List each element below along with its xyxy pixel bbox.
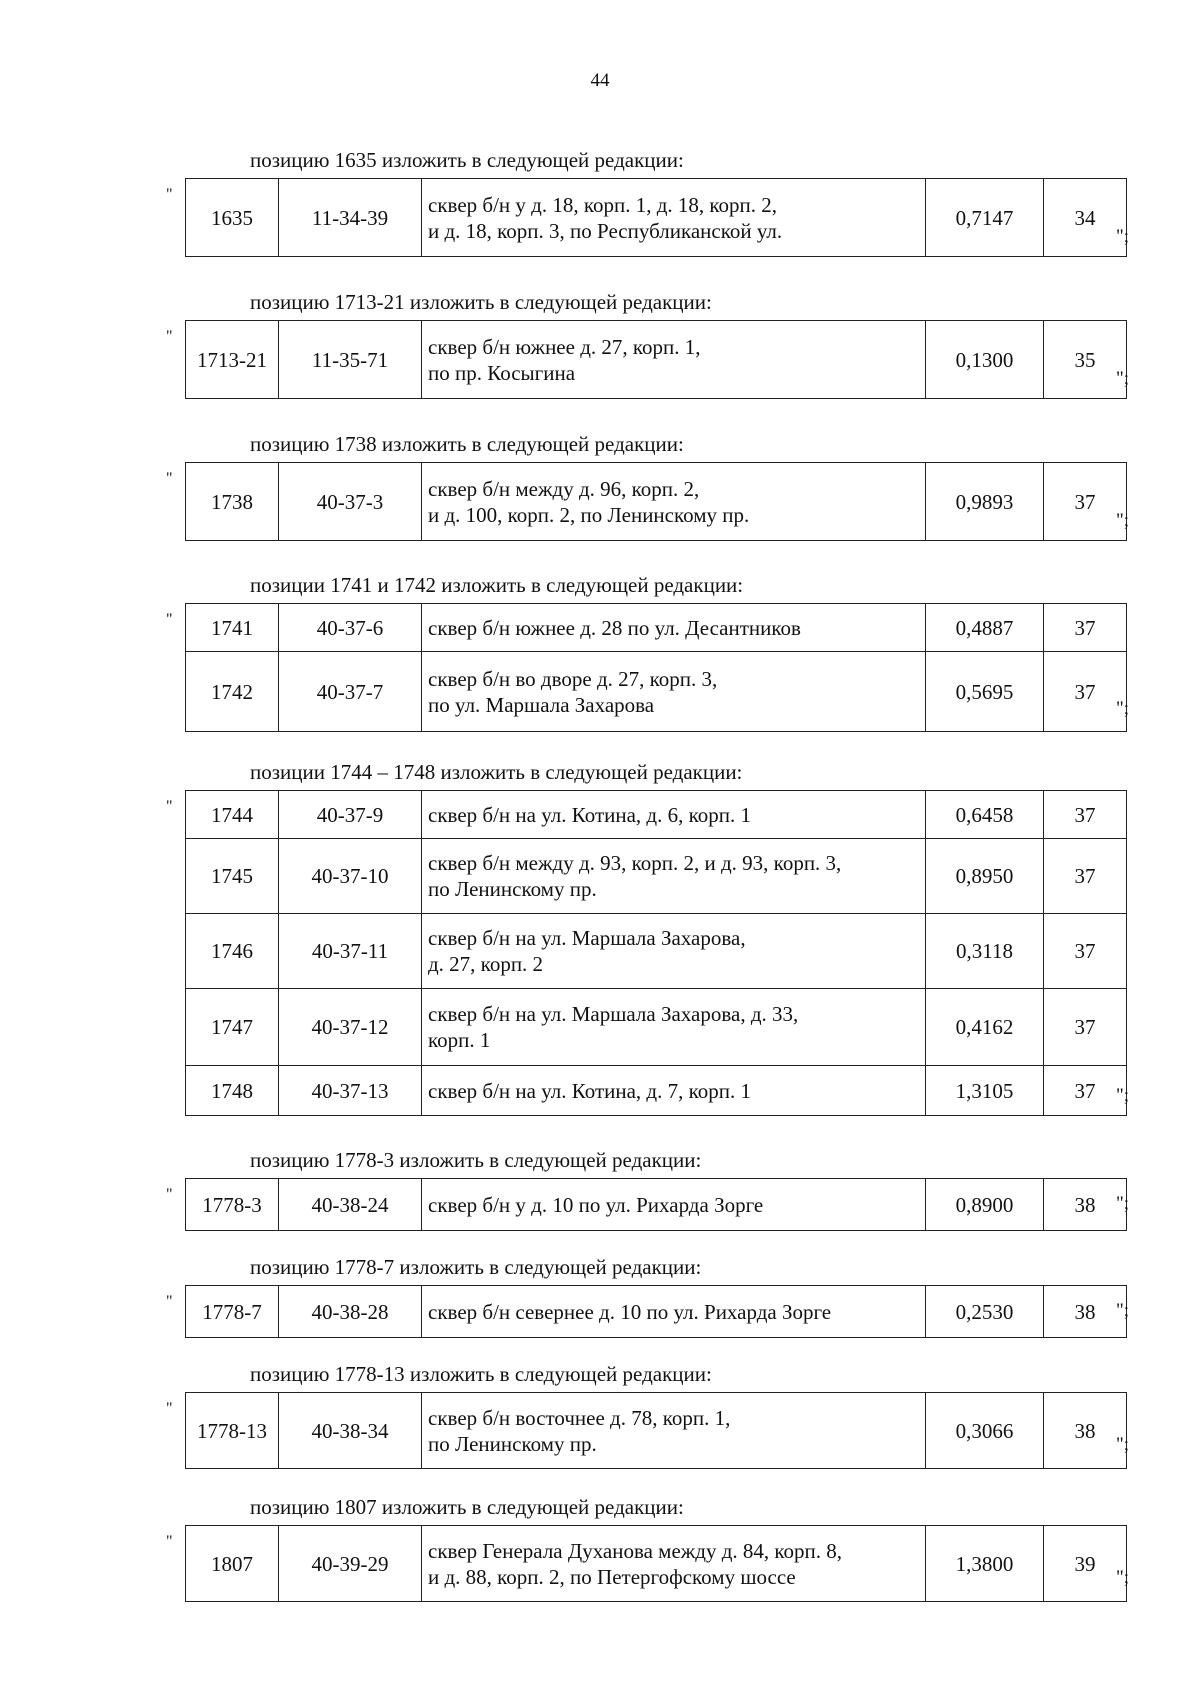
object-description bbox=[422, 604, 926, 652]
registry-code: 11-34-39 bbox=[279, 179, 422, 257]
area-value: 0,4887 bbox=[926, 604, 1044, 652]
registry-code: 40-39-29 bbox=[279, 1526, 422, 1602]
description-line: сквер б/н на ул. Котина, д. 7, корп. 1 bbox=[428, 1078, 751, 1103]
area-value: 0,1300 bbox=[926, 321, 1044, 399]
section-heading: позицию 1635 изложить в следующей редакции: bbox=[250, 148, 684, 172]
description-line: сквер б/н у д. 10 по ул. Рихарда Зорге bbox=[428, 1192, 764, 1217]
section-heading: позиции 1741 и 1742 изложить в следующей редакции: bbox=[250, 573, 744, 597]
section-heading: позицию 1778-7 изложить в следующей редакции: bbox=[250, 1255, 702, 1279]
column-number: 34 bbox=[1044, 179, 1127, 257]
open-quote: " bbox=[166, 186, 173, 203]
table-row bbox=[186, 1179, 1127, 1231]
position-number: 1738 bbox=[186, 463, 279, 541]
description-line: сквер б/н восточнее д. 78, корп. 1, bbox=[428, 1405, 731, 1430]
table-row bbox=[186, 179, 1127, 257]
table-row bbox=[186, 1526, 1127, 1602]
registry-code: 40-38-28 bbox=[279, 1286, 422, 1338]
position-number: 1746 bbox=[186, 914, 279, 989]
registry-code: 40-37-6 bbox=[279, 604, 422, 652]
column-number: 37 bbox=[1044, 652, 1127, 732]
column-number: 39 bbox=[1044, 1526, 1127, 1602]
description-line: сквер б/н южнее д. 27, корп. 1, bbox=[428, 334, 701, 359]
object-description bbox=[422, 1066, 926, 1116]
close-quote: "; bbox=[1116, 368, 1130, 389]
positions-table bbox=[185, 178, 1130, 257]
description-line: корп. 1 bbox=[428, 1028, 491, 1052]
position-number: 1748 bbox=[186, 1066, 279, 1116]
description-line: сквер б/н южнее д. 28 по ул. Десантников bbox=[428, 615, 801, 640]
object-description bbox=[422, 321, 926, 399]
area-value: 0,6458 bbox=[926, 791, 1044, 839]
description-line: сквер б/н во дворе д. 27, корп. 3, bbox=[428, 666, 718, 691]
close-quote: "; bbox=[1116, 1434, 1130, 1455]
positions-table bbox=[185, 1178, 1130, 1231]
table-row bbox=[186, 989, 1127, 1066]
column-number: 35 bbox=[1044, 321, 1127, 399]
object-description bbox=[422, 839, 926, 914]
object-description bbox=[422, 989, 926, 1066]
column-number: 37 bbox=[1044, 1066, 1127, 1116]
description-line: сквер б/н севернее д. 10 по ул. Рихарда Зорге bbox=[428, 1299, 832, 1324]
table-row bbox=[186, 463, 1127, 541]
object-description bbox=[422, 914, 926, 989]
area-value: 0,8950 bbox=[926, 839, 1044, 914]
registry-code: 40-37-11 bbox=[279, 914, 422, 989]
registry-code: 40-37-12 bbox=[279, 989, 422, 1066]
description-line: сквер б/н между д. 96, корп. 2, bbox=[428, 476, 700, 501]
section-heading: позицию 1778-3 изложить в следующей редакции: bbox=[250, 1148, 702, 1172]
object-description bbox=[422, 1526, 926, 1602]
open-quote: " bbox=[166, 1186, 173, 1203]
area-value: 0,5695 bbox=[926, 652, 1044, 732]
registry-code: 40-37-7 bbox=[279, 652, 422, 732]
column-number: 37 bbox=[1044, 914, 1127, 989]
table-row bbox=[186, 604, 1127, 652]
column-number: 37 bbox=[1044, 839, 1127, 914]
position-number: 1778-7 bbox=[186, 1286, 279, 1338]
area-value: 0,4162 bbox=[926, 989, 1044, 1066]
table-row bbox=[186, 914, 1127, 989]
description-line: по Ленинскому пр. bbox=[428, 1431, 597, 1456]
position-number: 1778-3 bbox=[186, 1179, 279, 1231]
area-value: 0,7147 bbox=[926, 179, 1044, 257]
description-line: д. 27, корп. 2 bbox=[428, 952, 544, 976]
description-line: и д. 18, корп. 3, по Республиканской ул. bbox=[428, 218, 783, 243]
description-line: сквер б/н у д. 18, корп. 1, д. 18, корп. 2, bbox=[428, 192, 778, 217]
section-heading: позицию 1807 изложить в следующей редакции: bbox=[250, 1495, 684, 1519]
object-description bbox=[422, 463, 926, 541]
description-line: по Ленинскому пр. bbox=[428, 877, 597, 901]
position-number: 1747 bbox=[186, 989, 279, 1066]
open-quote: " bbox=[166, 470, 173, 487]
section-heading: позицию 1713-21 изложить в следующей редакции: bbox=[250, 290, 712, 314]
column-number: 37 bbox=[1044, 463, 1127, 541]
object-description bbox=[422, 1286, 926, 1338]
positions-table bbox=[185, 1392, 1130, 1469]
close-quote: "; bbox=[1116, 510, 1130, 531]
position-number: 1713-21 bbox=[186, 321, 279, 399]
close-quote: "; bbox=[1116, 1300, 1130, 1321]
description-line: и д. 100, корп. 2, по Ленинскому пр. bbox=[428, 502, 750, 527]
column-number: 38 bbox=[1044, 1179, 1127, 1231]
table-row bbox=[186, 1066, 1127, 1116]
open-quote: " bbox=[166, 611, 173, 628]
registry-code: 40-38-24 bbox=[279, 1179, 422, 1231]
description-line: и д. 88, корп. 2, по Петергофскому шоссе bbox=[428, 1564, 796, 1589]
registry-code: 40-37-13 bbox=[279, 1066, 422, 1116]
area-value: 0,2530 bbox=[926, 1286, 1044, 1338]
open-quote: " bbox=[166, 1400, 173, 1417]
close-quote: "; bbox=[1116, 1085, 1130, 1106]
open-quote: " bbox=[166, 1533, 173, 1550]
close-quote: "; bbox=[1116, 226, 1130, 247]
description-line: по ул. Маршала Захарова bbox=[428, 692, 655, 717]
positions-table bbox=[185, 1285, 1130, 1338]
column-number: 38 bbox=[1044, 1393, 1127, 1469]
position-number: 1745 bbox=[186, 839, 279, 914]
area-value: 1,3800 bbox=[926, 1526, 1044, 1602]
area-value: 0,3118 bbox=[926, 914, 1044, 989]
table-row bbox=[186, 321, 1127, 399]
description-line: сквер б/н на ул. Маршала Захарова, д. 33, bbox=[428, 1002, 799, 1026]
column-number: 37 bbox=[1044, 604, 1127, 652]
table-row bbox=[186, 652, 1127, 732]
registry-code: 40-37-3 bbox=[279, 463, 422, 541]
registry-code: 11-35-71 bbox=[279, 321, 422, 399]
object-description bbox=[422, 1393, 926, 1469]
positions-table bbox=[185, 1525, 1130, 1602]
column-number: 37 bbox=[1044, 791, 1127, 839]
table-row bbox=[186, 1393, 1127, 1469]
positions-table bbox=[185, 462, 1130, 541]
positions-table bbox=[185, 320, 1130, 399]
close-quote: "; bbox=[1116, 1567, 1130, 1588]
open-quote: " bbox=[166, 328, 173, 345]
description-line: по пр. Косыгина bbox=[428, 360, 576, 385]
table-row bbox=[186, 1286, 1127, 1338]
object-description bbox=[422, 1179, 926, 1231]
object-description bbox=[422, 791, 926, 839]
area-value: 0,9893 bbox=[926, 463, 1044, 541]
open-quote: " bbox=[166, 1293, 173, 1310]
description-line: сквер б/н на ул. Маршала Захарова, bbox=[428, 926, 746, 950]
table-row bbox=[186, 839, 1127, 914]
description-line: сквер б/н на ул. Котина, д. 6, корп. 1 bbox=[428, 802, 751, 827]
close-quote: "; bbox=[1116, 698, 1130, 719]
table-row bbox=[186, 791, 1127, 839]
area-value: 0,3066 bbox=[926, 1393, 1044, 1469]
registry-code: 40-37-10 bbox=[279, 839, 422, 914]
description-line: сквер б/н между д. 93, корп. 2, и д. 93, корп. 3, bbox=[428, 851, 842, 875]
description-line: сквер Генерала Духанова между д. 84, корп. 8, bbox=[428, 1538, 843, 1563]
positions-table bbox=[185, 603, 1130, 732]
area-value: 0,8900 bbox=[926, 1179, 1044, 1231]
column-number: 38 bbox=[1044, 1286, 1127, 1338]
registry-code: 40-37-9 bbox=[279, 791, 422, 839]
positions-table bbox=[185, 790, 1130, 1116]
column-number: 37 bbox=[1044, 989, 1127, 1066]
open-quote: " bbox=[166, 798, 173, 815]
close-quote: "; bbox=[1116, 1193, 1130, 1214]
area-value: 1,3105 bbox=[926, 1066, 1044, 1116]
position-number: 1742 bbox=[186, 652, 279, 732]
section-heading: позицию 1778-13 изложить в следующей редакции: bbox=[250, 1362, 712, 1386]
position-number: 1778-13 bbox=[186, 1393, 279, 1469]
registry-code: 40-38-34 bbox=[279, 1393, 422, 1469]
section-heading: позиции 1744 – 1748 изложить в следующей редакции: bbox=[250, 760, 743, 784]
position-number: 1741 bbox=[186, 604, 279, 652]
object-description bbox=[422, 179, 926, 257]
position-number: 1807 bbox=[186, 1526, 279, 1602]
page-number: 44 bbox=[590, 70, 610, 91]
object-description bbox=[422, 652, 926, 732]
section-heading: позицию 1738 изложить в следующей редакции: bbox=[250, 432, 684, 456]
position-number: 1635 bbox=[186, 179, 279, 257]
position-number: 1744 bbox=[186, 791, 279, 839]
